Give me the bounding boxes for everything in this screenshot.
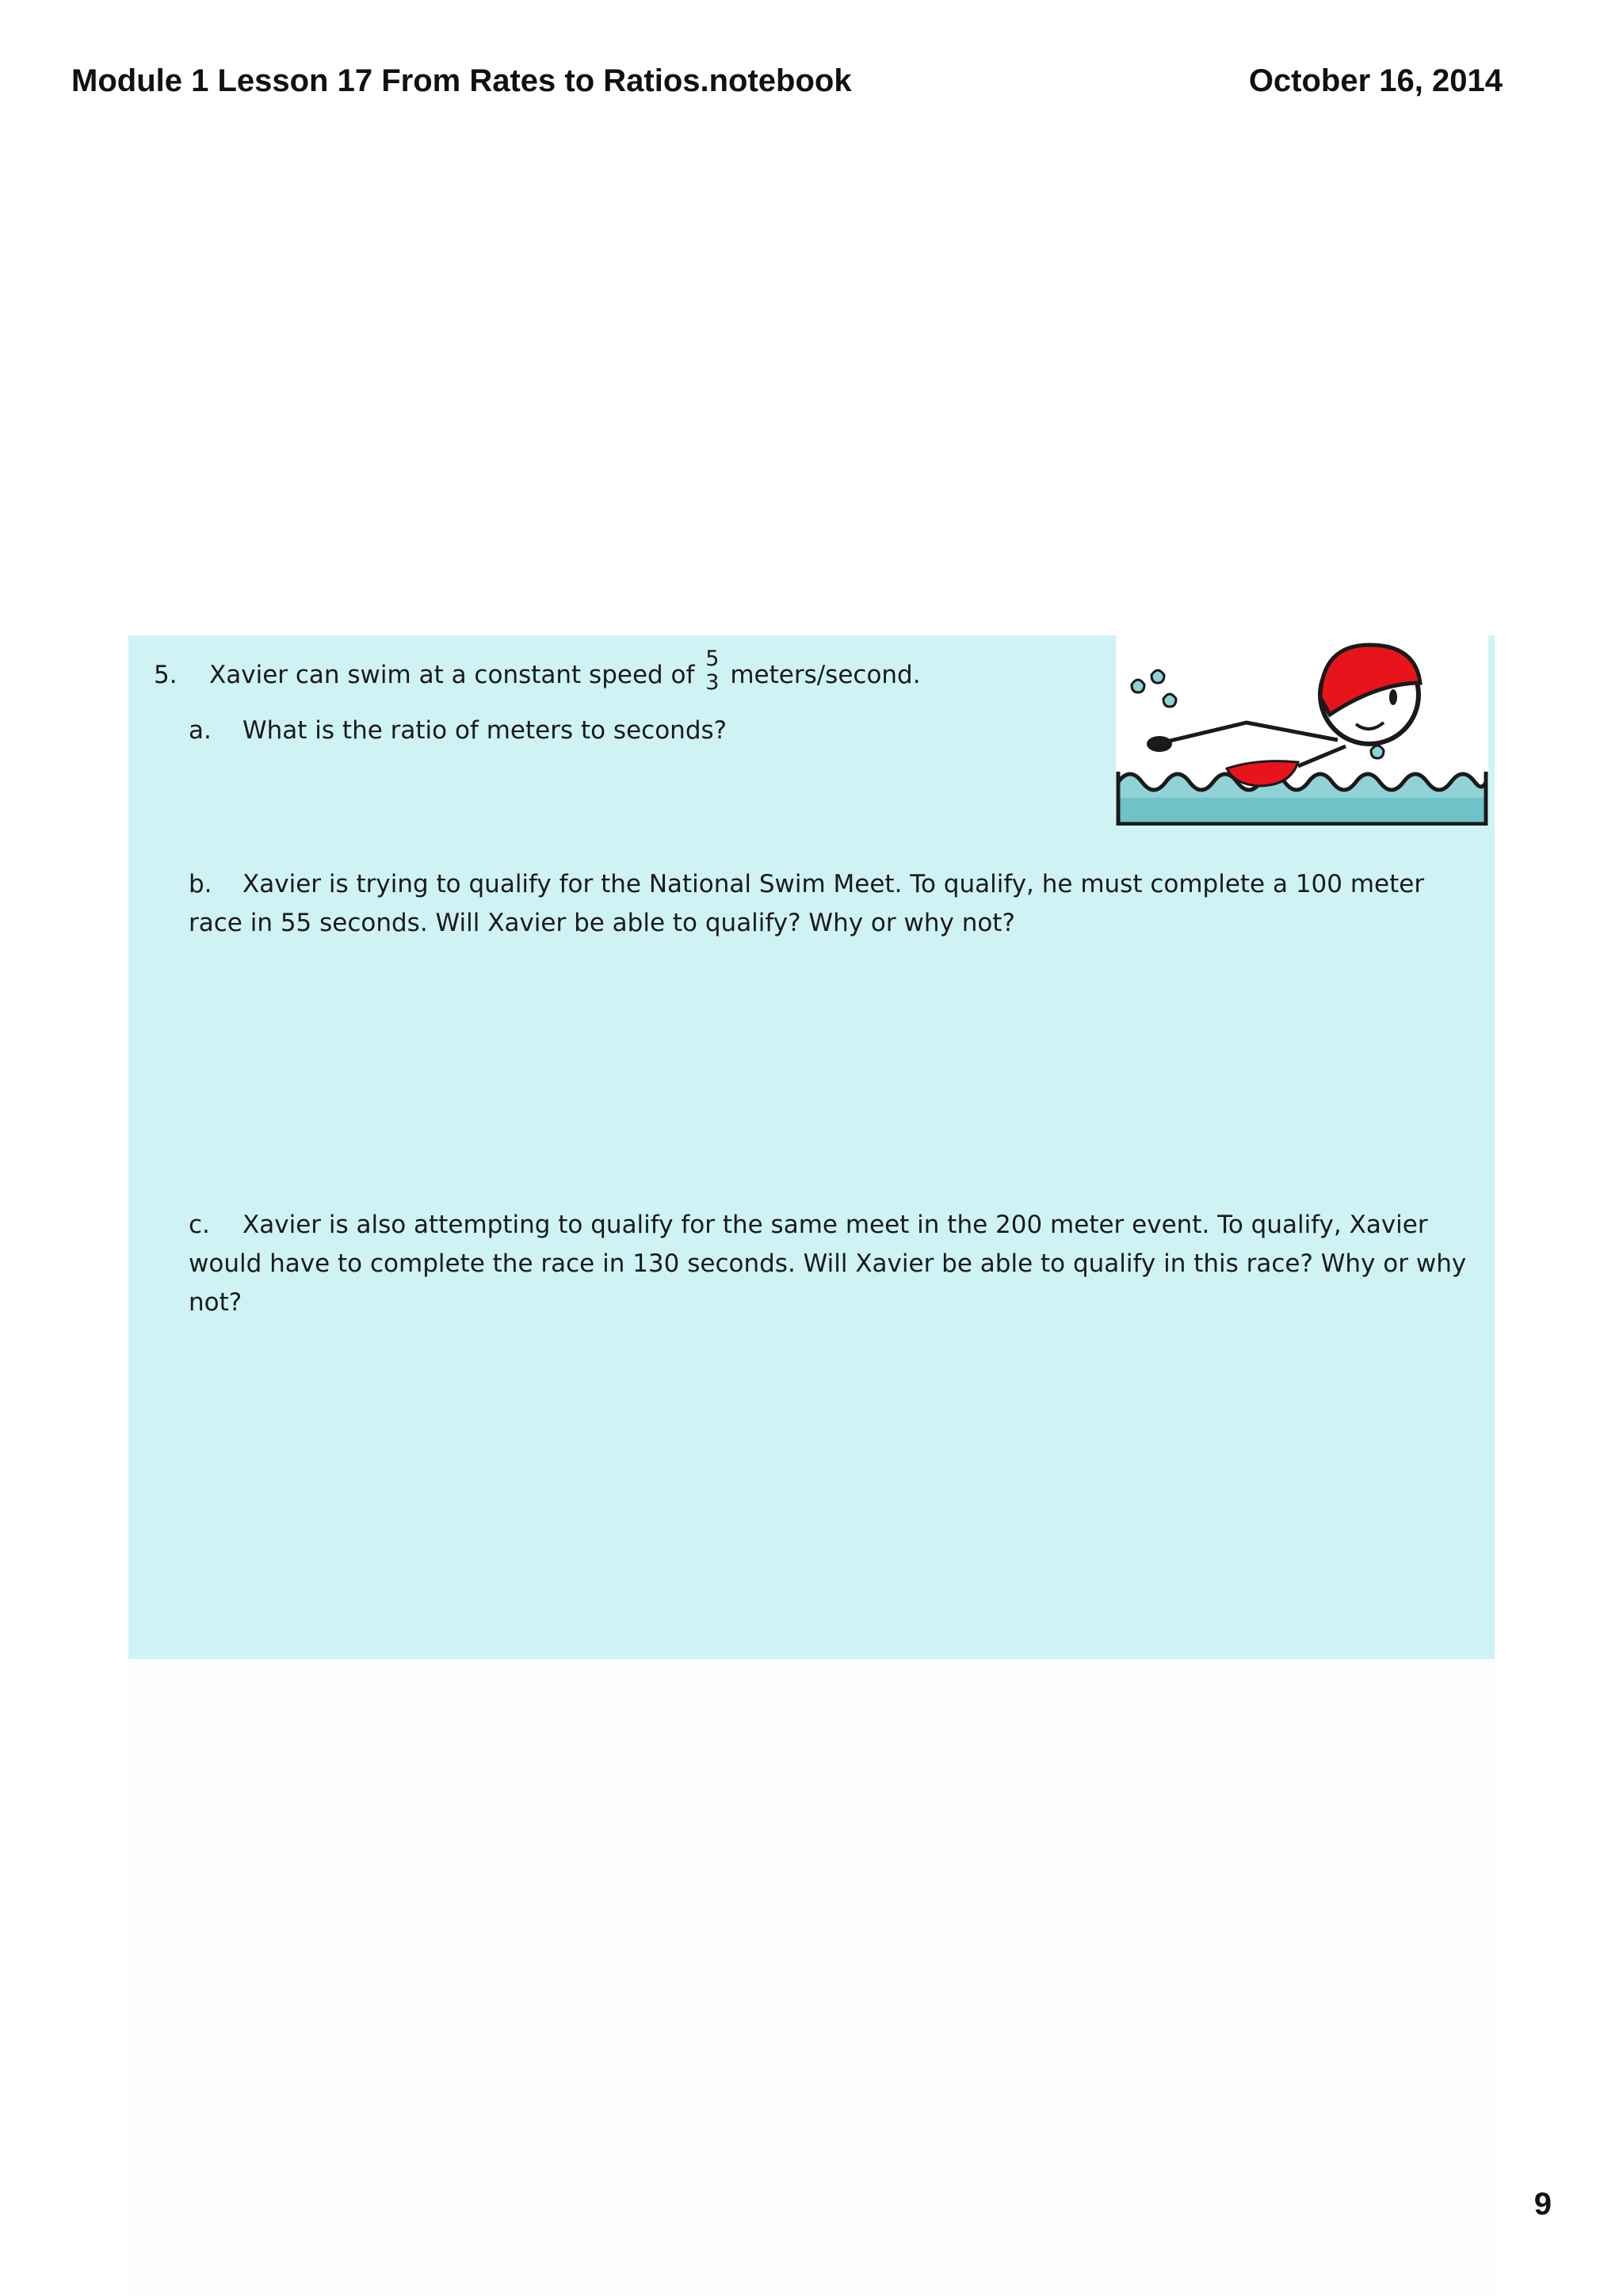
part-a-text: What is the ratio of meters to seconds? [242, 716, 727, 745]
fraction-denominator: 3 [705, 669, 720, 695]
hand-icon [1147, 736, 1172, 752]
stem-text-after: meters/second. [730, 661, 921, 689]
problem-number: 5. [154, 661, 178, 689]
blank-work-area [128, 1659, 1495, 2296]
splash-drop-icon [1371, 746, 1384, 758]
part-c-label: c. [189, 1211, 210, 1239]
splash-drop-icon [1151, 670, 1164, 683]
page-number: 9 [1533, 2187, 1552, 2222]
part-b [189, 865, 1472, 943]
problem-5-stem [154, 646, 921, 695]
part-c-text: Xavier is also attempting to qualify for the same meet in the 200 meter event. To qualify, Xavier would have to complete the race in 130 seconds. Will Xavier be able to qualify in this race? Why or why not? [189, 1211, 1467, 1317]
document-title: Module 1 Lesson 17 From Rates to Ratios.notebook [71, 63, 852, 98]
part-c [189, 1206, 1472, 1322]
part-a-label: a. [189, 716, 212, 745]
swimmer-illustration [1116, 635, 1488, 826]
splash-drop-icon [1132, 680, 1144, 692]
fraction-numerator: 5 [705, 646, 720, 671]
part-b-label: b. [189, 870, 212, 898]
stem-text-before: Xavier can swim at a constant speed of [209, 661, 695, 689]
document-date: October 16, 2014 [1248, 63, 1503, 98]
part-b-text: Xavier is trying to qualify for the National Swim Meet. To qualify, he must complete a 100 meter race in 55 seconds. Will Xavier be able to qualify? Why or why not? [189, 870, 1425, 937]
speed-fraction [705, 647, 719, 695]
splash-drop-icon [1163, 694, 1176, 707]
part-a [189, 711, 727, 750]
